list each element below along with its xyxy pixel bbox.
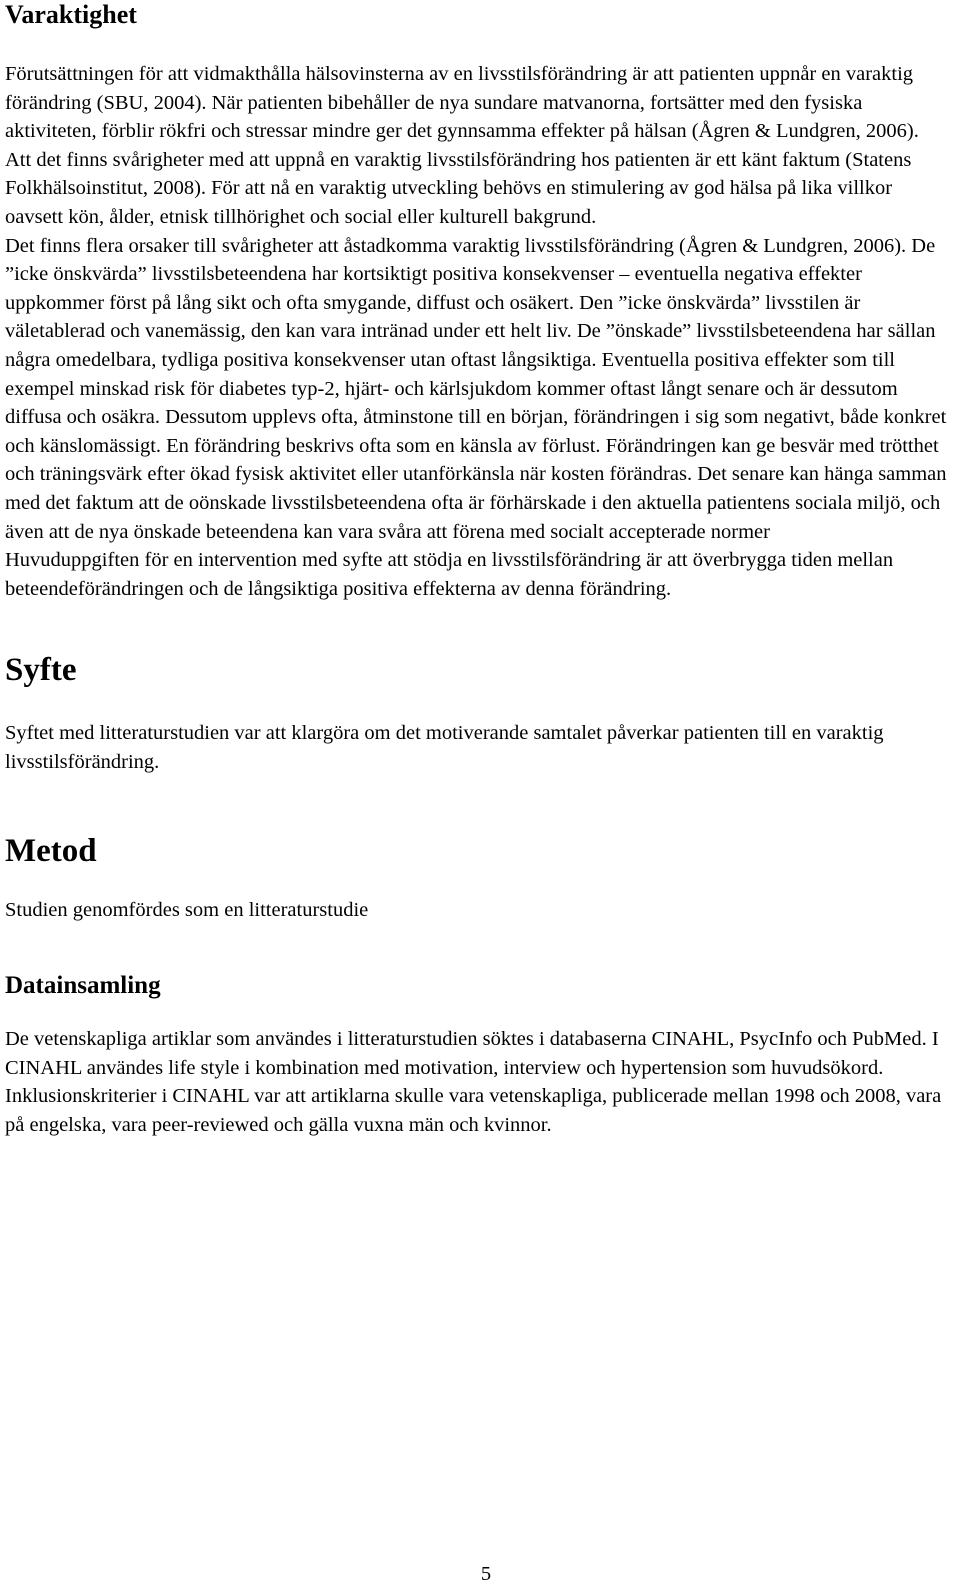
page-number: 5 — [480, 1563, 492, 1585]
heading-datainsamling: Datainsamling — [5, 972, 161, 1000]
heading-metod: Metod — [5, 833, 97, 870]
heading-varaktighet: Varaktighet — [5, 0, 137, 29]
heading-syfte: Syfte — [5, 652, 77, 689]
paragraph-varaktighet-4: Huvuduppgiften för en intervention med syfte att stödja en livsstilsförändring är att överbrygga tiden mellan beteendeförändringen och de långsiktiga positiva effekterna av denna förändring. — [5, 549, 894, 600]
paragraph-datainsamling: De vetenskapliga artiklar som användes i litteraturstudien söktes i databaserna CINAHL, PsycInfo och PubMed. I CINAHL användes life style i kombination med motivation, interview och hypertension som huvudsökord. Inklusionskriterier i CINAHL var att artiklarna skulle vara vetenskapliga, publicerade mellan 1998 och 2008, vara på engelska, vara peer-reviewed och gälla vuxna män och kvinnor. — [5, 1028, 942, 1136]
paragraph-varaktighet-2: Att det finns svårigheter med att uppnå en varaktig livsstilsförändring hos patienten är ett känt faktum (Statens Folkhälsoinstitut, 2008). För att nå en varaktig utveckling behövs en stimulering av god hälsa på lika villkor oavsett kön, ålder, etnisk tillhörighet och social eller kulturell bakgrund. — [5, 148, 912, 228]
paragraph-varaktighet-1: Förutsättningen för att vidmakthålla hälsovinsterna av en livsstilsförändring är att patienten uppnår en varaktig förändring (SBU, 2004). När patienten bibehåller de nya sundare matvanorna, fortsätter med den fysiska aktiviteten, förblir rökfri och stressar mindre ger det gynnsamma effekter på hälsan (Ågren & Lundgren, 2006). — [5, 63, 919, 143]
paragraph-syfte: Syftet med litteraturstudien var att klargöra om det motiverande samtalet påverkar patienten till en varaktig livsstilsförändring. — [5, 722, 884, 773]
section-varaktighet-body — [5, 60, 951, 603]
paragraph-varaktighet-3: Det finns flera orsaker till svårigheter att åstadkomma varaktig livsstilsförändring (Ågren & Lundgren, 2006). De ”icke önskvärda” livsstilsbeteendena har kortsiktigt positiva konsekvenser – eventuella negativa effekter uppkommer först på lång sikt och ofta smygande, diffust och osäkert. Den ”icke önskvärda” livsstilen är väletablerad och vanemässig, den kan vara intränad under ett helt liv. De ”önskade” livsstilsbeteendena har sällan några omedelbara, tydliga positiva konsekvenser utan oftast långsiktiga. Eventuella positiva effekter som till exempel minskad risk för diabetes typ-2, hjärt- och kärlsjukdom kommer oftast långt senare och är dessutom diffusa och osäkra. Dessutom upplevs ofta, åtminstone till en början, förändringen i sig som negativt, både konkret och känslomässigt. En förändring beskrivs ofta som en känsla av förlust. Förändringen kan ge besvär med trötthet och träningsvärk efter ökad fysisk aktivitet eller utanförkänsla när kosten förändras. Det senare kan hänga samman med det faktum att de oönskade livsstilsbeteendena ofta är förhärskade i den aktuella patientens sociala miljö, och även att de nya önskade beteendena kan vara svåra att förena med socialt accepterade normer — [5, 234, 947, 543]
document-page — [5, 0, 951, 1139]
paragraph-metod: Studien genomfördes som en litteraturstudie — [5, 899, 369, 922]
